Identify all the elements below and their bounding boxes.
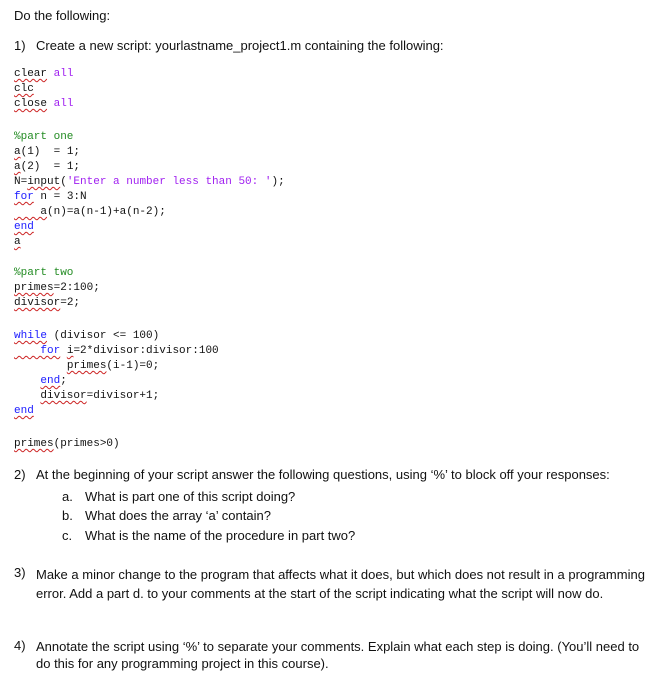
- code-token: clc: [14, 83, 34, 95]
- code-token: a: [14, 236, 21, 248]
- code-token: all: [47, 98, 74, 110]
- step-2-text: At the beginning of your script answer the following questions, using ‘%’ to block off your responses:: [36, 467, 610, 482]
- code-token: (divisor <= 100): [47, 330, 160, 342]
- step-4-number: 4): [14, 638, 26, 653]
- code-token: close: [14, 98, 48, 110]
- code-comment-part-two: %part two: [14, 267, 74, 279]
- code-token: (2) = 1;: [20, 161, 81, 173]
- code-token: (primes>0): [53, 438, 120, 450]
- code-token: 'Enter a number less than 50: ': [66, 176, 272, 188]
- code-line-clc: [14, 82, 34, 97]
- code-line-close: [14, 97, 73, 112]
- code-token: n = 3:N: [33, 191, 87, 203]
- step-2-item-a-text: What is part one of this script doing?: [85, 489, 296, 504]
- code-token: N=: [14, 176, 28, 188]
- code-line-a2: [14, 160, 80, 175]
- code-line-primes: [14, 281, 100, 296]
- code-line-end-1: [14, 220, 34, 235]
- code-line-for: [14, 190, 87, 205]
- code-token: a: [14, 161, 21, 173]
- code-comment-part-one: %part one: [14, 131, 74, 143]
- code-token: ;: [60, 375, 67, 387]
- code-token: =divisor+1;: [86, 390, 160, 402]
- step-3-number: 3): [14, 565, 26, 580]
- code-token: primes: [14, 282, 54, 294]
- code-line-recurrence: [14, 205, 166, 220]
- step-3-text: Make a minor change to the program that affects what it does, but which does not result in a programming error. Add a part d. to your comments at the start of the script indicating what the script will now do.: [36, 567, 645, 601]
- code-token: primes: [66, 360, 107, 372]
- code-token: end: [14, 221, 34, 233]
- step-1-number: 1): [14, 38, 26, 53]
- code-line-zero: [14, 359, 159, 374]
- code-token: divisor: [14, 297, 61, 309]
- code-line-clear: [14, 67, 73, 82]
- code-line-a1: [14, 145, 80, 160]
- code-token: [14, 360, 67, 372]
- code-token: input: [27, 176, 61, 188]
- step-4-text: Annotate the script using ‘%’ to separate your comments. Explain what each step is doing. (You’ll need to do this for any programming project in this course).: [36, 639, 640, 671]
- code-token: =2;: [60, 297, 81, 309]
- step-1-text: Create a new script: yourlastname_project1.m containing the following:: [36, 38, 444, 53]
- code-token: [60, 345, 67, 357]
- code-token: clear: [14, 68, 48, 80]
- step-2-item-a-label: a.: [62, 489, 73, 504]
- code-token: i: [66, 345, 74, 357]
- step-2-number: 2): [14, 467, 26, 482]
- code-token: a: [14, 146, 21, 158]
- code-token: (: [60, 176, 67, 188]
- step-2-item-b-text: What does the array ‘a’ contain?: [85, 508, 271, 523]
- code-token: =2*divisor:divisor:100: [73, 345, 219, 357]
- code-line-end-2: [14, 374, 67, 389]
- code-line-primes-filter: [14, 437, 120, 452]
- code-token: end: [40, 375, 61, 387]
- code-token: for: [14, 191, 34, 203]
- code-token: end: [14, 405, 34, 417]
- code-line-inner-for: [14, 344, 219, 359]
- code-token: all: [47, 68, 74, 80]
- step-2-item-c-label: c.: [62, 528, 73, 543]
- code-line-a: [14, 235, 21, 250]
- code-token: for: [14, 345, 61, 357]
- code-token: [14, 390, 40, 402]
- code-token: =2:100;: [53, 282, 100, 294]
- step-2-item-b-label: b.: [62, 508, 73, 523]
- code-token: a: [14, 206, 48, 218]
- code-line-end-3: [14, 404, 34, 419]
- code-line-divisor: [14, 296, 80, 311]
- code-token: divisor: [40, 390, 87, 402]
- code-token: [14, 375, 40, 387]
- code-token: );: [271, 176, 285, 188]
- step-2-item-c-text: What is the name of the procedure in part two?: [85, 528, 356, 543]
- code-line-while: [14, 329, 159, 344]
- code-token: (n)=a(n-1)+a(n-2);: [47, 206, 166, 218]
- code-line-input: [14, 175, 285, 190]
- code-token: while: [14, 330, 48, 342]
- code-line-increment: [14, 389, 159, 404]
- code-token: (i-1)=0;: [106, 360, 160, 372]
- code-token: primes: [14, 438, 54, 450]
- code-token: (1) = 1;: [20, 146, 81, 158]
- intro-text: Do the following:: [14, 8, 111, 23]
